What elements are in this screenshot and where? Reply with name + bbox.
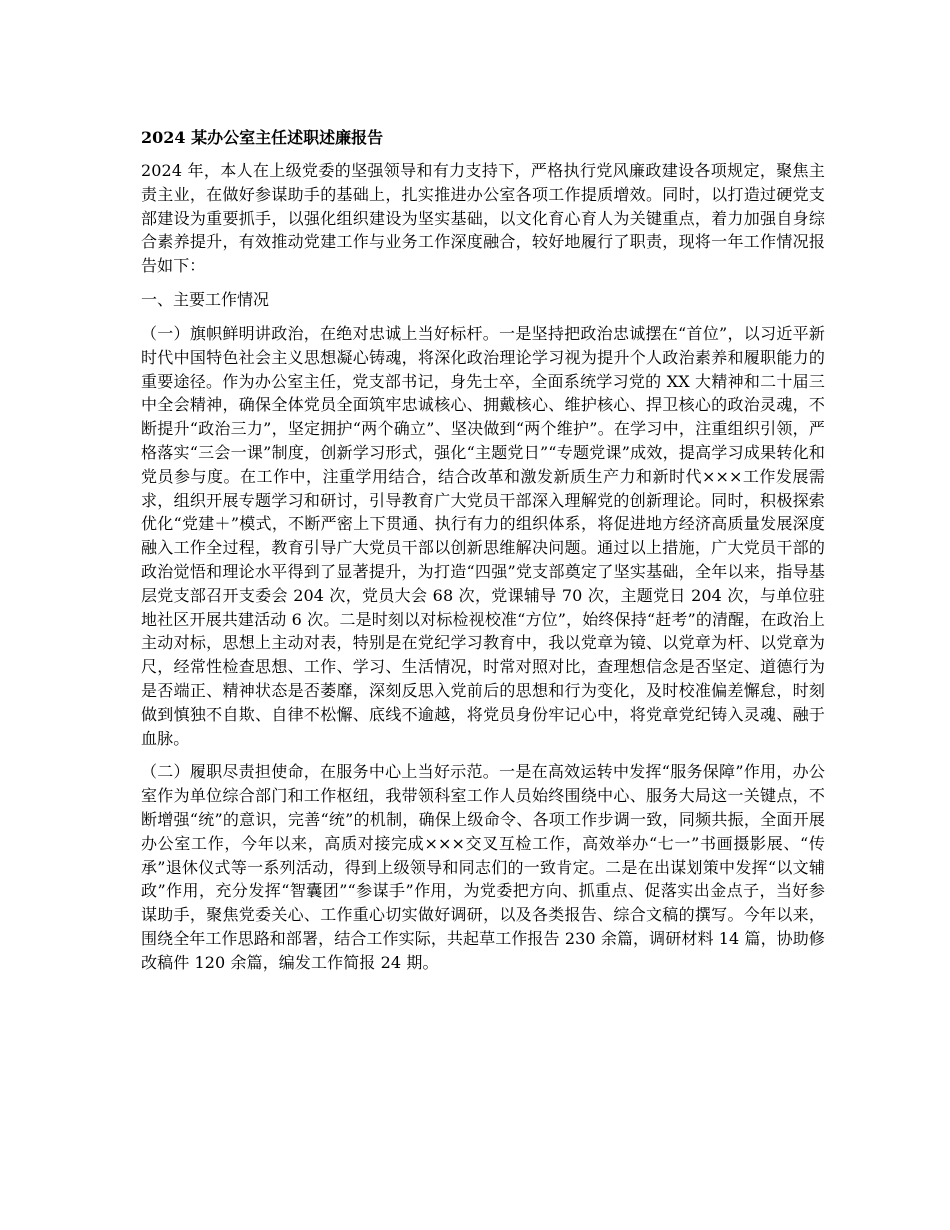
paragraph-duty: （二）履职尽责担使命，在服务中心上当好示范。一是在高效运转中发挥“服务保障”作用，办公室作为单位综合部门和工作枢纽，我带领科室工作人员始终围绕中心、服务大局这一关键点，不断增强“统”的意识，完善“统”的机制，确保上级命令、各项工作步调一致，同频共振，全面开展办公室工作，今年以来，高质对接完成×××交叉互检工作，高效举办“七一”书画摄影展、“传承”退休仪式等一系列活动，得到上级领导和同志们的一致肯定。二是在出谋划策中发挥“以文辅政”作用，充分发挥“智囊团”“参谋手”作用，为党委把方向、抓重点、促落实出金点子，当好参谋助手，聚焦党委关心、工作重心切实做好调研，以及各类报告、综合文稿的撰写。今年以来，围绕全年工作思路和部署，结合工作实际，共起草工作报告 230 余篇，调研材料 14 篇，协助修改稿件 120 余篇，编发工作简报 24 期。 (141, 762, 825, 972)
document-title: 2024 某办公室主任述职述廉报告 (141, 128, 384, 147)
intro-paragraph: 2024 年，本人在上级党委的坚强领导和有力支持下，严格执行党风廉政建设各项规定，聚焦主责主业，在做好参谋助手的基础上，扎实推进办公室各项工作提质增效。同时，以打造过硬党支部建设为重要抓手，以强化组织建设为坚实基础，以文化育心育人为关键重点，着力加强自身综合素养提升，有效推动党建工作与业务工作深度融合，较好地履行了职责，现将一年工作情况报告如下： (141, 161, 825, 276)
document-page (141, 126, 825, 985)
section-heading-main-work: 一、主要工作情况 (141, 289, 270, 309)
paragraph-political: （一）旗帜鲜明讲政治，在绝对忠诚上当好标杆。一是坚持把政治忠诚摆在“首位”，以习近平新时代中国特色社会主义思想凝心铸魂，将深化政治理论学习视为提升个人政治素养和履职能力的重要途径。作为办公室主任，党支部书记，身先士卒，全面系统学习党的 XX 大精神和二十届三中全会精神，确保全体党员全面筑牢忠诚核心、拥戴核心、维护核心、捍卫核心的政治灵魂，不断提升“政治三力”，坚定拥护“两个确立”、坚决做到“两个维护”。在学习中，注重组织引领，严格落实“三会一课”制度，创新学习形式，强化“主题党日”“专题党课”成效，提高学习成果转化和党员参与度。在工作中，注重学用结合，结合改革和激发新质生产力和新时代×××工作发展需求，组织开展专题学习和研讨，引导教育广大党员干部深入理解党的创新理论。同时，积极探索优化“党建＋”模式，不断严密上下贯通、执行有力的组织体系，将促进地方经济高质量发展深度融入工作全过程，教育引导广大党员干部以创新思维解决问题。通过以上措施，广大党员干部的政治觉悟和理论水平得到了显著提升，为打造“四强”党支部奠定了坚实基础，全年以来，指导基层党支部召开支委会 204 次，党员大会 68 次，党课辅导 70 次，主题党日 204 次，与单位驻地社区开展共建活动 6 次。二是时刻以对标检视校准“方位”，始终保持“赶考”的清醒，在政治上主动对标，思想上主动对表，特别是在党纪学习教育中，我以党章为镜、以党章为杆、以党章为尺，经常性检查思想、工作、学习、生活情况，时常对照对比，查理想信念是否坚定、道德行为是否端正、精神状态是否萎靡，深刻反思入党前后的思想和行为变化，及时校准偏差懈怠，时刻做到慎独不自欺、自律不松懈、底线不逾越，将党员身份牢记心中，将党章党纪铸入灵魂、融于血脉。 (141, 323, 825, 748)
